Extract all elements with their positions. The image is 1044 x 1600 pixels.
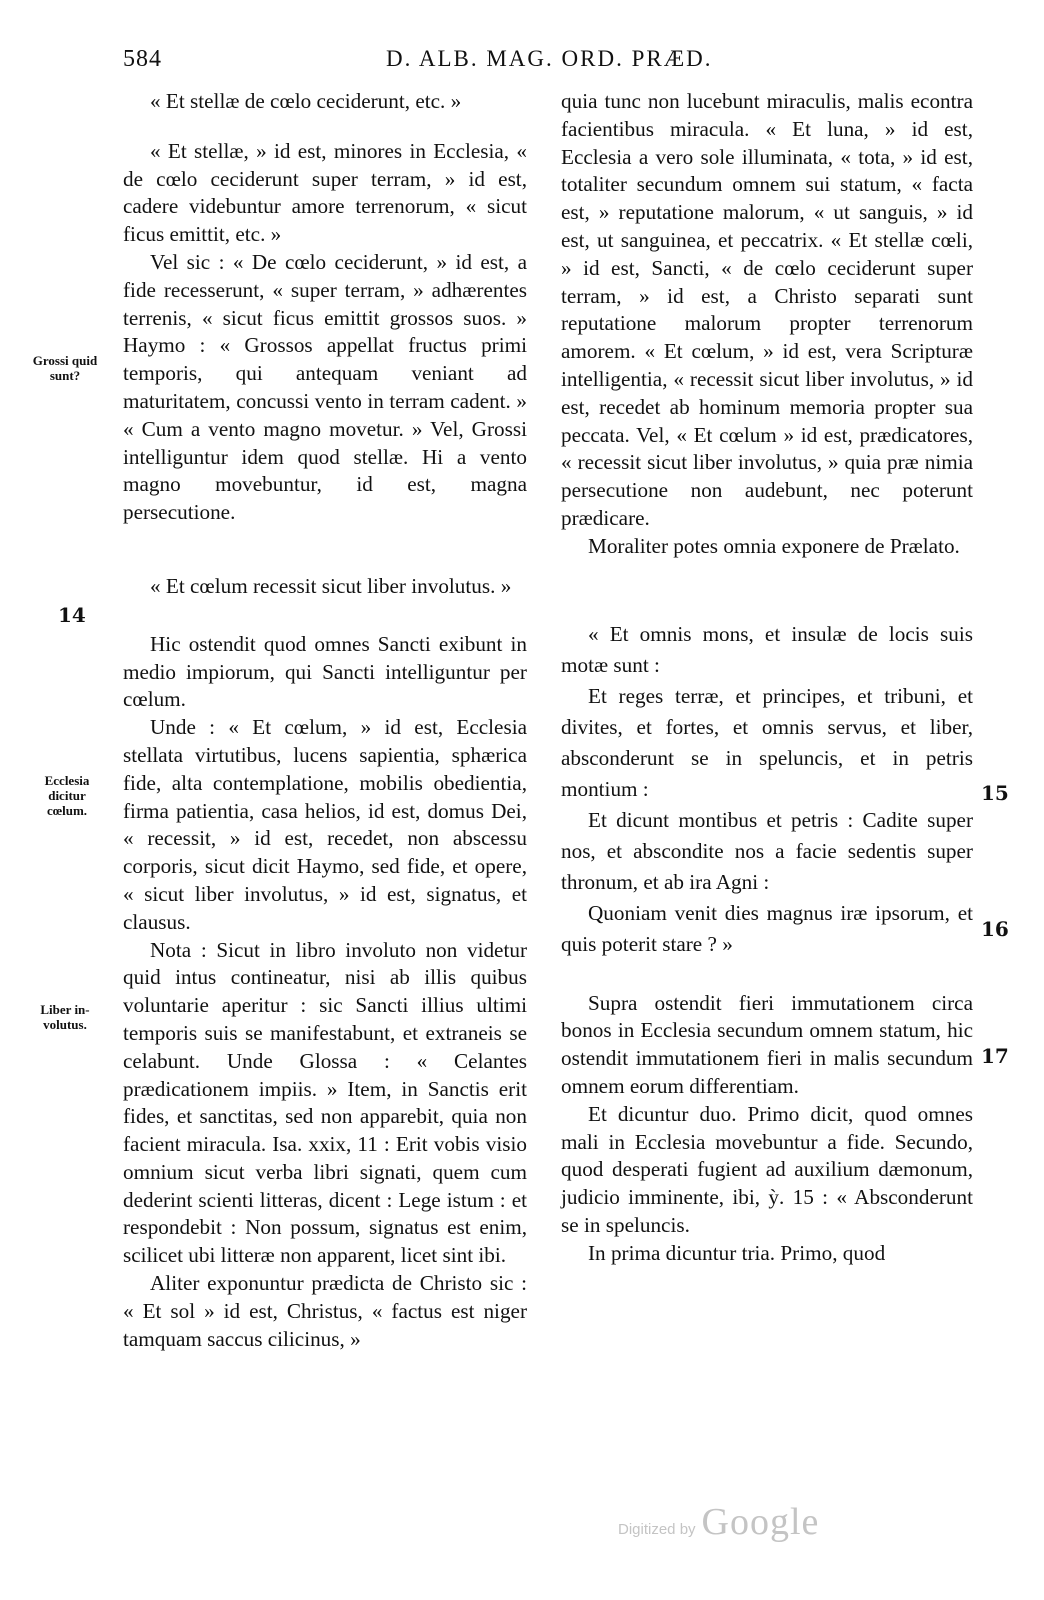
right-paragraph-2: Moraliter potes omnia exponere de Prælato.: [588, 533, 960, 558]
digitized-by-text: Digitized by: [618, 1521, 696, 1538]
left-paragraph-1: « Et stellæ de cœlo ceciderunt, etc. »: [150, 89, 462, 113]
verse-number-16: 16: [981, 917, 1009, 941]
right-paragraph-8: Et dicuntur duo. Primo dicit, quod omnes mali in Ecclesia movebuntur a fide. Secundo, quod desperati fugient ad auxilium dæmonum, judicio imminente, ibi, ỳ. 15 : « Absconderunt se in speluncis.: [561, 1101, 973, 1237]
margin-note-grossi: Grossi quid sunt?: [32, 353, 98, 383]
google-logo: Google: [701, 1501, 820, 1543]
left-paragraph-2: « Et stellæ, » id est, minores in Ecclesia, « de cœlo ceciderunt super terram, » id est, cadere videbuntur amore terrenorum, « sicut ficus emittit, etc. »: [123, 138, 527, 247]
left-column: [123, 88, 527, 1353]
running-head: D. ALB. MAG. ORD. PRÆD.: [386, 46, 713, 71]
right-paragraph-5: Et dicunt montibus et petris : Cadite super nos, et abscondite nos a facie sedentis super thronum, et ab ira Agni :: [561, 807, 973, 894]
right-paragraph-3: « Et omnis mons, et insulæ de locis suis motæ sunt :: [561, 621, 973, 677]
right-paragraph-6: Quoniam venit dies magnus iræ ipsorum, et quis poterit stare ? »: [561, 900, 973, 956]
left-paragraph-5: Hic ostendit quod omnes Sancti exibunt in medio impiorum, qui Sancti intelliguntur per cœlum.: [123, 631, 527, 712]
page-header: [0, 46, 1044, 82]
margin-note-liber: Liber in-volutus.: [40, 1002, 90, 1032]
left-paragraph-4: « Et cœlum recessit sicut liber involutus. »: [150, 573, 512, 598]
right-paragraph-4: Et reges terræ, et principes, et tribuni, et divites, et fortes, et omnis servus, et liber, absconderunt se in speluncis, et in petris montium :: [561, 683, 973, 801]
left-paragraph-8: Aliter exponuntur prædicta de Christo sic : « Et sol » id est, Christus, « factus est niger tamquam saccus cilicinus, »: [123, 1271, 527, 1351]
right-paragraph-9: In prima dicuntur tria. Primo, quod: [588, 1240, 886, 1265]
verse-number-15: 15: [981, 781, 1009, 805]
left-paragraph-7: Nota : Sicut in libro involuto non videtur quid intus contineatur, nisi ab illis quibus voluntarie aperitur : sic Sancti illius ultimi temporis suis se manifestabunt, et extraneis se celabunt. Unde Glossa : « Celantes prædicationem impiis. » Item, in Sanctis erit fides, et sanctitas, sed non apparebit, quia non facient miracula. Isa. xxix, 11 : Erit vobis visio omnium sicut verba libri signati, quem cum dederint scienti litteras, dicent : Lege istum : et respondebit : Non possum, signatus est enim, scilicet ubi litteræ non apparent, licet sint ibi.: [123, 937, 527, 1268]
verse-number-17: 17: [981, 1044, 1009, 1068]
verse-number-14: 14: [58, 603, 86, 627]
left-paragraph-6: Unde : « Et cœlum, » id est, Ecclesia stellata virtutibus, lucens sapientia, sphærica fide, alta contemplatione, mobilis obedientia, firma patientia, casa helios, id est, domus Dei, « recessit, » id est, recedet, non abscessu corporis, sicut dicit Haymo, sed fide, et opere, « sicut liber involutus, » id est, signatus, et clausus.: [123, 715, 527, 934]
right-paragraph-1: quia tunc non lucebunt miraculis, malis econtra facientibus miracula. « Et luna, » id est, Ecclesia a vero sole illuminata, « tota, » id est, totaliter secundum omnem sui statum, « facta est, » reputatione malorum, « ut sanguis, » id est, ut sanguinea, et peccatrix. « Et stellæ cœli, » id est, Sancti, « de cœlo ceciderunt super terram, » id est, a Christo separati sunt reputatione malorum propter terrenorum amorem. « Et cœlum, » id est, vera Scripturæ intelligentia, « recessit sicut liber involutus, » id est, recedet ab hominum memoria propter sua peccata. Vel, « Et cœlum » id est, prædicatores, « recessit sicut liber involutus, » quia præ nimia persecutione non audebunt, nec poterunt prædicare.: [561, 89, 973, 530]
right-paragraph-7: Supra ostendit fieri immutationem circa bonos in Ecclesia secundum omnem statum, hic ostendit immutationem fieri in malis secundum omnem eorum differentiam.: [561, 990, 973, 1098]
margin-note-ecclesia: Ecclesia dicitur cœlum.: [44, 773, 90, 818]
digitized-stamp: [618, 1500, 819, 1544]
left-paragraph-3: Vel sic : « De cœlo ceciderunt, » id est, a fide recesserunt, « super terram, » adhærentes terrenis, « sicut ficus emittit grossos suos. » Haymo : « Grossos appellat fructus primi temporis, qui antequam veniant ad maturitatem, concussi vento in terram cadent. » « Cum a vento magno movetur. » Vel, Grossi intelliguntur idem quod stellæ. Hi a vento magno movebuntur, id est, magna persecutione.: [123, 249, 527, 525]
page-number: 584: [123, 46, 162, 72]
right-column: [561, 88, 973, 1268]
